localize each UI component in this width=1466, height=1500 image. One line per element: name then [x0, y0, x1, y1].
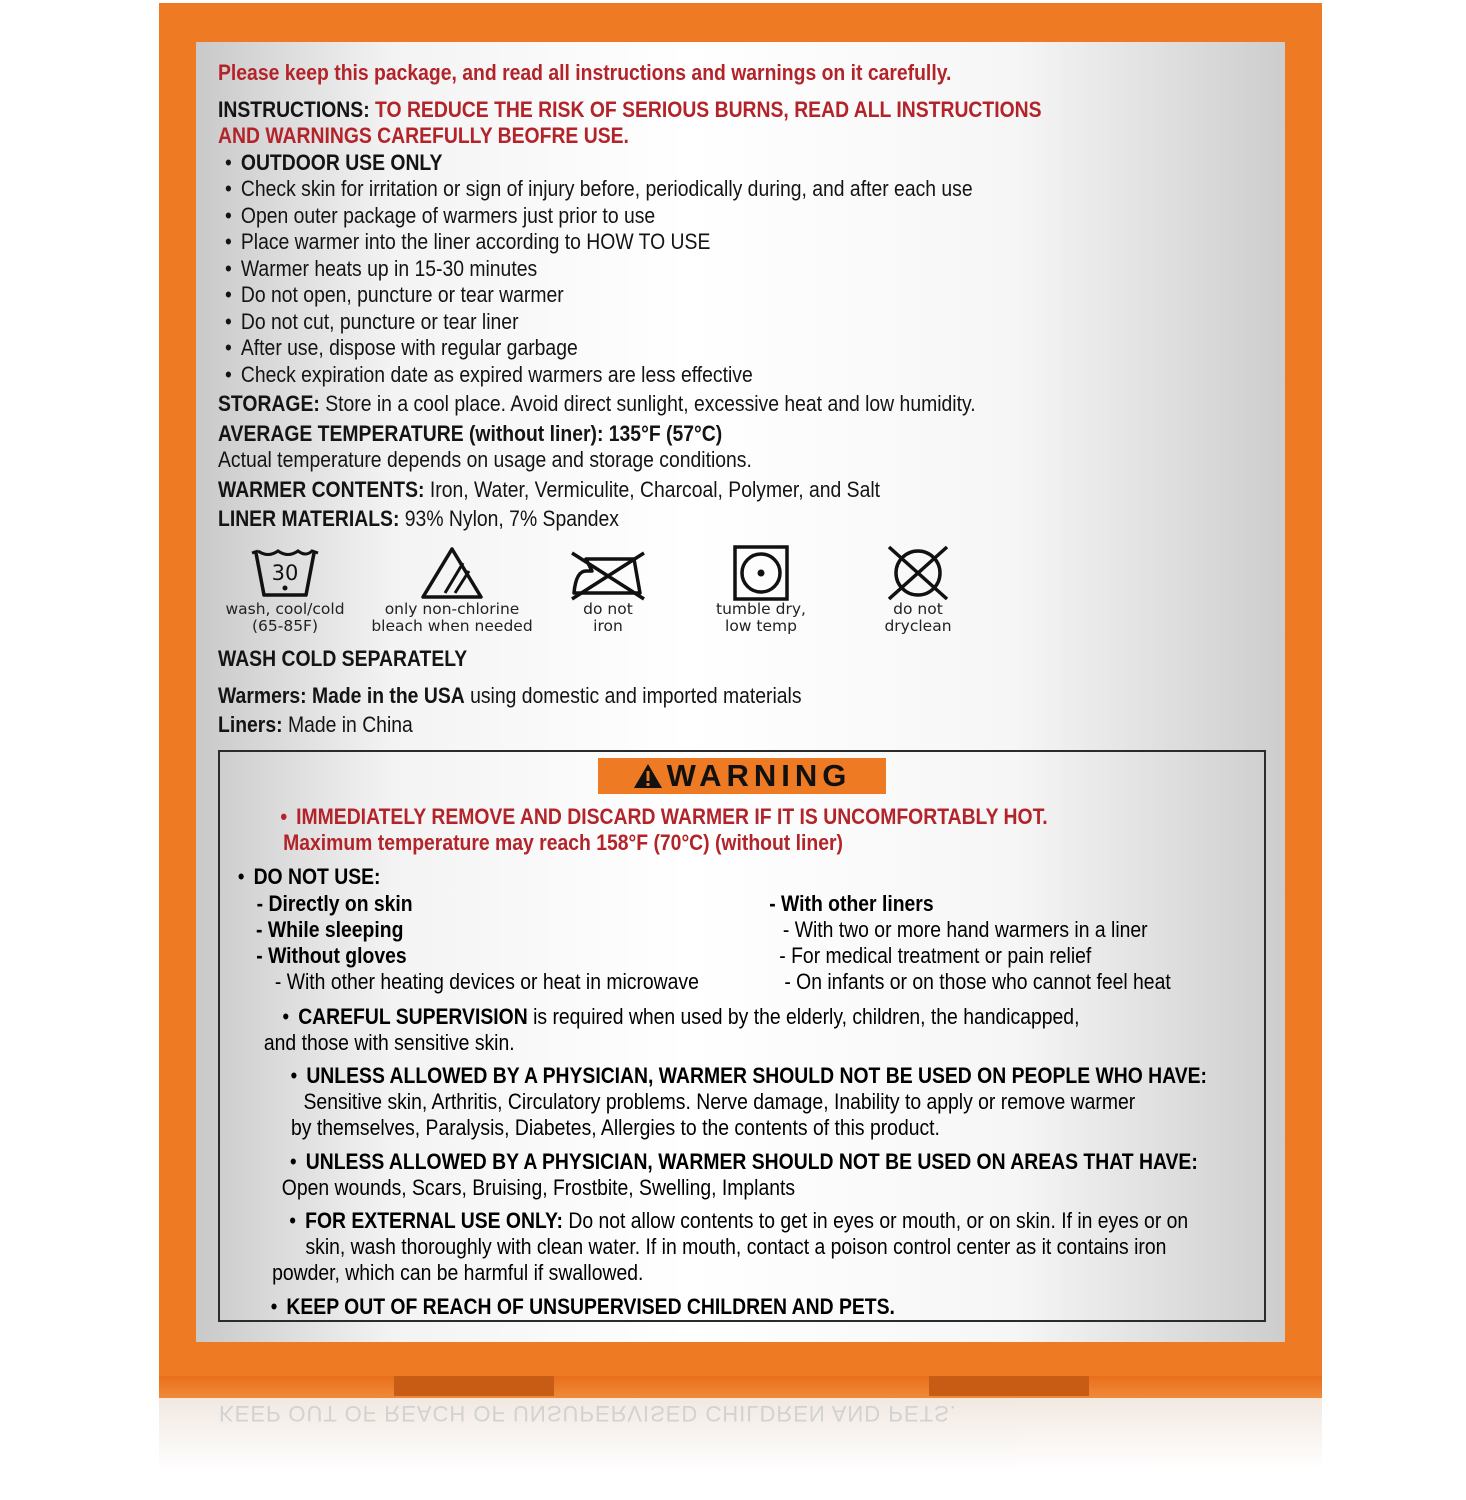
warning-content: [228, 804, 1258, 1320]
wash-note: WASH COLD SEPARATELY: [218, 646, 468, 671]
do-not-iron-icon: do not iron: [558, 545, 658, 635]
external-use-line3: powder, which can be harmful if swallowed.: [272, 1260, 644, 1286]
instruction-item: • Do not cut, puncture or tear liner: [225, 308, 519, 334]
warning-max-temp: Maximum temperature may reach 158°F (70°C) (without liner): [283, 830, 843, 856]
physician-people-line1: Sensitive skin, Arthritis, Circulatory problems. Nerve damage, Inability to apply or remove warmer: [303, 1089, 1136, 1115]
do-not-use-list: [228, 891, 1258, 999]
header-note: Please keep this package, and read all instructions and warnings on it carefully.: [218, 60, 952, 85]
average-temperature: AVERAGE TEMPERATURE (without liner): 135°F (57°C): [218, 420, 723, 446]
do-not-use-item: - With other liners: [769, 890, 934, 916]
storage-line: STORAGE: Store in a cool place. Avoid direct sunlight, excessive heat and low humidity.: [218, 391, 976, 416]
external-use-line: • FOR EXTERNAL USE ONLY: Do not allow contents to get in eyes or mouth, or on skin. If in eyes or on: [289, 1208, 1189, 1234]
instruction-item: • Do not open, puncture or tear warmer: [225, 282, 564, 307]
instruction-item: • Check expiration date as expired warmers are less effective: [225, 361, 753, 387]
external-use-line2: skin, wash thoroughly with clean water. If in mouth, contact a poison control center as it contains iron: [305, 1234, 1167, 1260]
do-not-use-item: - With other heating devices or heat in microwave: [274, 969, 699, 995]
do-not-use-heading: • DO NOT USE:: [237, 864, 381, 890]
origin-section: [218, 646, 881, 739]
physician-areas-line: Open wounds, Scars, Bruising, Frostbite, Swelling, Implants: [281, 1174, 796, 1200]
instruction-item: • After use, dispose with regular garbage: [225, 335, 578, 360]
physician-areas-heading: • UNLESS ALLOWED BY A PHYSICIAN, WARMER SHOULD NOT BE USED ON AREAS THAT HAVE:: [289, 1148, 1198, 1174]
warmer-contents: WARMER CONTENTS: Iron, Water, Vermiculite, Charcoal, Polymer, and Salt: [218, 476, 881, 502]
do-not-use-item: - On infants or on those who cannot feel heat: [784, 969, 1171, 995]
liners-origin: Liners: Made in China: [218, 712, 413, 737]
package-bottom-edge: [159, 1376, 1322, 1398]
care-icons: [218, 545, 978, 645]
warning-remove: • IMMEDIATELY REMOVE AND DISCARD WARMER IF IT IS UNCOMFORTABLY HOT.: [280, 804, 1048, 829]
do-not-use-item: - With two or more hand warmers in a liner: [782, 916, 1148, 942]
warning-triangle-icon: [633, 763, 663, 789]
supervision-line: • CAREFUL SUPERVISION is required when used by the elderly, children, the handicapped,: [282, 1003, 1080, 1029]
instruction-item: • Check skin for irritation or sign of injury before, periodically during, and after each use: [225, 176, 973, 201]
do-not-use-item: - Without gloves: [256, 943, 407, 969]
do-not-use-item: - Directly on skin: [256, 890, 413, 916]
instruction-item: • OUTDOOR USE ONLY: [225, 149, 443, 175]
reflection: KEEP OUT OF REACH OF UNSUPERVISED CHILDREN AND PETS.: [159, 1398, 1322, 1500]
warning-box: [218, 750, 1266, 1322]
instructions-warning-line2: AND WARNINGS CAREFULLY BEOFRE USE.: [218, 123, 629, 148]
warmers-origin: Warmers: Made in the USA using domestic and imported materials: [218, 682, 802, 708]
do-not-use-item: - While sleeping: [256, 916, 404, 942]
liner-materials: LINER MATERIALS: 93% Nylon, 7% Spandex: [218, 506, 619, 531]
tumble-dry-low-icon: tumble dry, low temp: [702, 545, 820, 635]
temperature-note: Actual temperature depends on usage and storage conditions.: [218, 447, 752, 472]
do-not-dryclean-icon: do not dryclean: [868, 545, 968, 635]
bleach-non-chlorine-icon: only non-chlorine bleach when needed: [362, 545, 542, 635]
instructions-heading: INSTRUCTIONS: TO REDUCE THE RISK OF SERIOUS BURNS, READ ALL INSTRUCTIONS: [218, 96, 1042, 122]
do-not-use-item: - For medical treatment or pain relief: [779, 943, 1092, 969]
supervision-line2: and those with sensitive skin.: [263, 1029, 515, 1055]
instruction-item: • Warmer heats up in 15-30 minutes: [225, 255, 538, 281]
physician-people-line2: by themselves, Paralysis, Diabetes, Allergies to the contents of this product.: [291, 1115, 940, 1141]
instruction-item: • Place warmer into the liner according to HOW TO USE: [225, 229, 711, 254]
physician-people-heading: • UNLESS ALLOWED BY A PHYSICIAN, WARMER SHOULD NOT BE USED ON PEOPLE WHO HAVE:: [290, 1063, 1207, 1089]
keep-out-line: • KEEP OUT OF REACH OF UNSUPERVISED CHILDREN AND PETS.: [270, 1293, 895, 1319]
svg-text:30: 30: [271, 561, 299, 585]
instructions-section: [218, 60, 1268, 533]
wash-30-icon: 30 wash, cool/cold (65-85F): [218, 545, 352, 635]
warning-banner: WARNING: [598, 758, 886, 794]
instruction-item: • Open outer package of warmers just prior to use: [225, 202, 656, 228]
